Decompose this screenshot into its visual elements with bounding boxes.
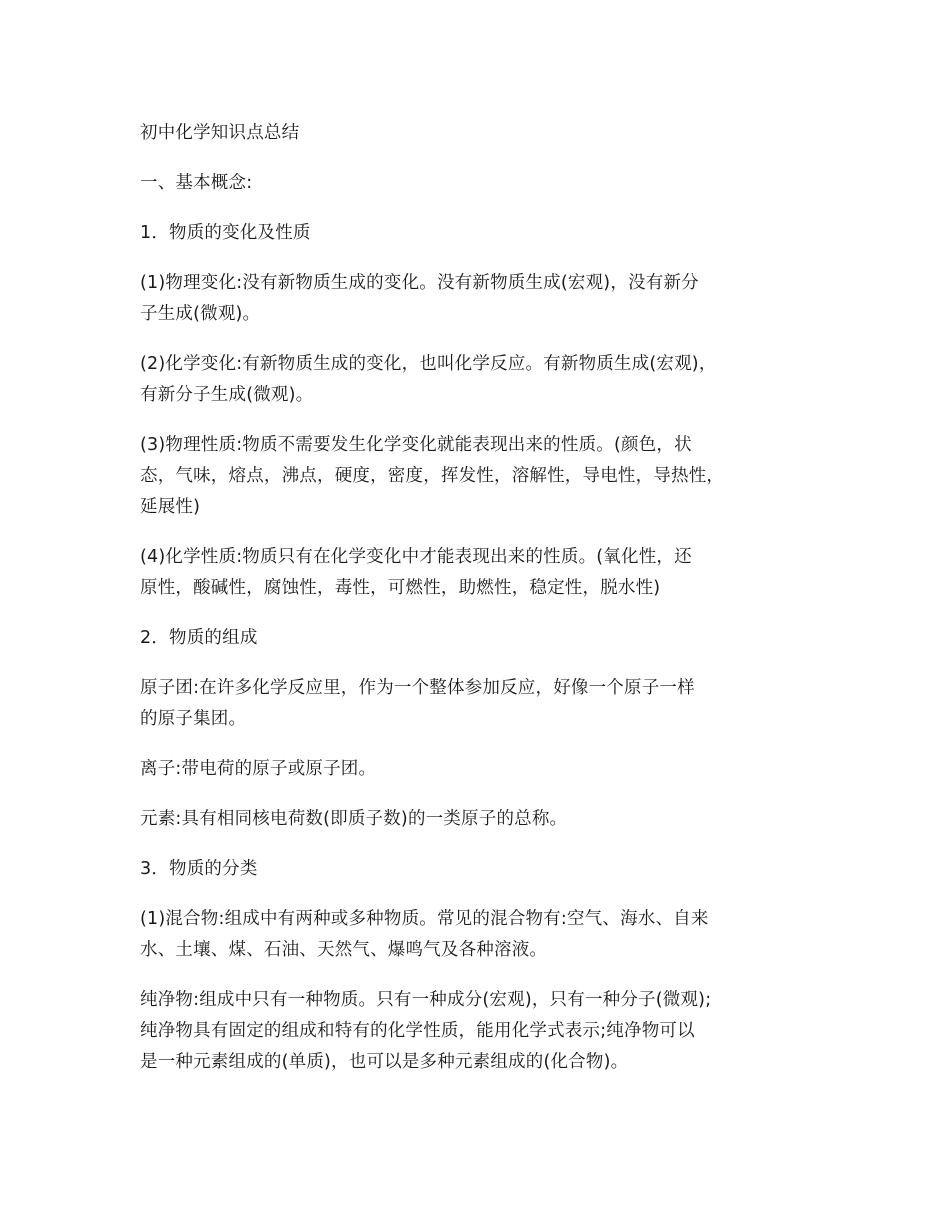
paragraph-physical-change [140,268,830,330]
paragraph-chemical-change [140,349,830,411]
text-line: 是一种元素组成的(单质)，也可以是多种元素组成的(化合物)。 [140,1052,629,1072]
text-line: 态，气味，熔点，沸点，硬度，密度，挥发性，溶解性，导电性，导热性， [140,466,725,486]
paragraph-ion: 离子:带电荷的原子或原子团。 [140,759,377,779]
text-line: (3)物理性质:物质不需要发生化学变化就能表现出来的性质。(颜色，状 [140,435,692,455]
paragraph-element: 元素:具有相同核电荷数(即质子数)的一类原子的总称。 [140,809,568,829]
paragraph-physical-property [140,430,830,523]
paragraph-pure-substance [140,985,830,1078]
subheading-composition: 2．物质的组成 [140,628,258,648]
text-line: 原子团:在许多化学反应里，作为一个整体参加反应，好像一个原子一样 [140,678,695,698]
text-line: 水、土壤、煤、石油、天然气、爆鸣气及各种溶液。 [140,940,548,960]
subheading-classification: 3．物质的分类 [140,859,258,879]
document-title: 初中化学知识点总结 [140,123,300,143]
text-line: 子生成(微观)。 [140,304,261,324]
text-line: (2)化学变化:有新物质生成的变化，也叫化学反应。有新物质生成(宏观)， [140,354,717,374]
text-line: 的原子集团。 [140,709,247,729]
paragraph-mixture [140,904,830,966]
text-line: (4)化学性质:物质只有在化学变化中才能表现出来的性质。(氧化性，还 [140,547,692,567]
section-heading-basic-concepts: 一、基本概念: [140,173,253,193]
text-line: (1)物理变化:没有新物质生成的变化。没有新物质生成(宏观)，没有新分 [140,273,699,293]
text-line: 纯净物:组成中只有一种物质。只有一种成分(宏观)，只有一种分子(微观); [140,990,712,1010]
subheading-changes-and-properties: 1．物质的变化及性质 [140,223,311,243]
text-line: 延展性) [140,497,201,517]
text-line: 原性，酸碱性，腐蚀性，毒性，可燃性，助燃性，稳定性，脱水性) [140,578,661,598]
text-line: 纯净物具有固定的组成和特有的化学性质，能用化学式表示;纯净物可以 [140,1021,695,1041]
text-line: (1)混合物:组成中有两种或多种物质。常见的混合物有:空气、海水、自来 [140,909,709,929]
text-line: 有新分子生成(微观)。 [140,385,314,405]
paragraph-chemical-property [140,542,830,604]
paragraph-atomic-group [140,673,830,735]
